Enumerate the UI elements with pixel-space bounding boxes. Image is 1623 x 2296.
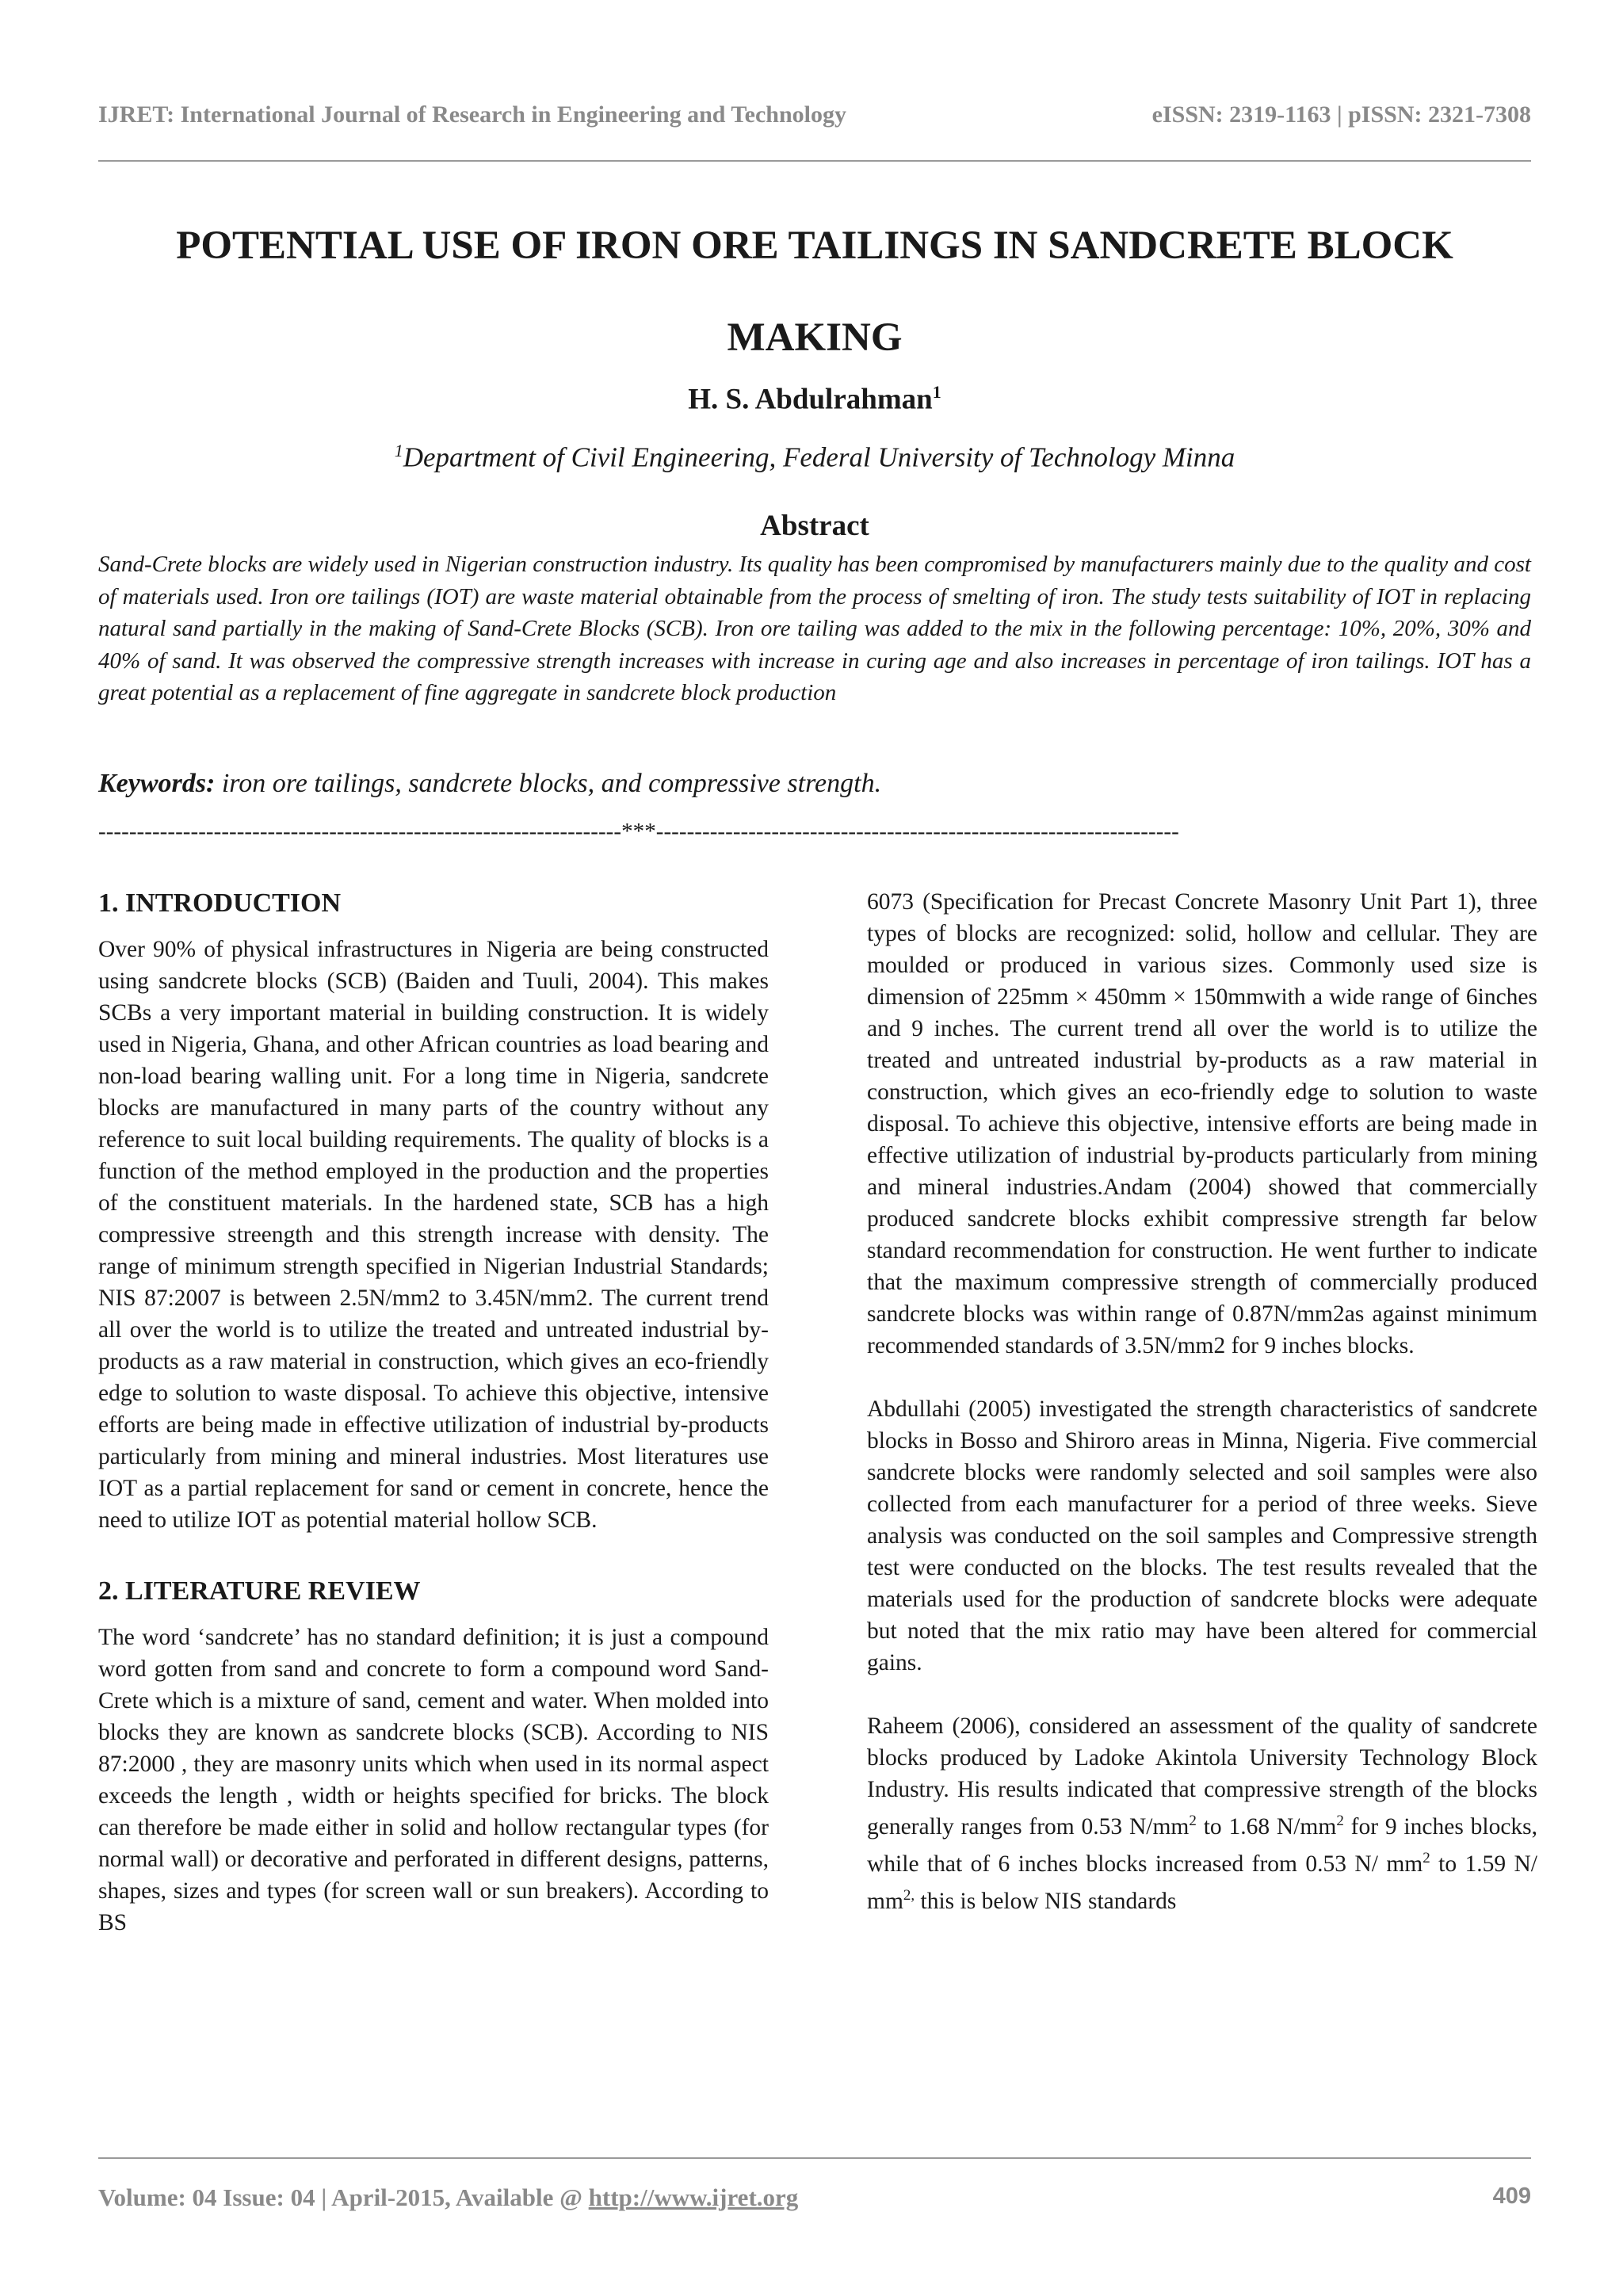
superscript: 2 <box>1336 1813 1344 1829</box>
section-divider: --------------------------------------------------------------------***-------------------------------------------------------------------- <box>98 819 1179 844</box>
keywords <box>98 769 1531 799</box>
author <box>98 382 1531 416</box>
keywords-label: Keywords: <box>98 769 216 798</box>
raheem-text-b: to 1.68 N/mm <box>1196 1813 1337 1839</box>
literature-paragraph-abdullahi: Abdullahi (2005) investigated the strength characteristics of sandcrete blocks in Bosso and Shiroro areas in Minna, Nigeria. Five commercial sandcrete blocks were randomly selected and soil samples were also collected from each manufacturer for a period of three weeks. Sieve analysis was conducted on the soil samples and Compressive strength test were conducted on the blocks. The test results revealed that the materials used for the production of sandcrete blocks were adequate but noted that the mix ratio may have been altered for commercial gains. <box>867 1396 1537 1675</box>
raheem-text-c: for 9 inches blocks, while that of 6 inches blocks increased from 0.53 N/ mm <box>867 1813 1538 1877</box>
affiliation <box>98 441 1531 474</box>
paper-title <box>98 200 1531 384</box>
literature-review-paragraph: The word ‘sandcrete’ has no standard definition; it is just a compound word gotten from sand and concrete to form a compound word Sand-Crete which is a mixture of sand, cement and water. When molded into blocks they are known as sandcrete blocks (SCB). According to NIS 87:2000 , they are masonry units which when used in its normal aspect exceeds the length , width or heights specified for bricks. The block can therefore be made either in solid and hollow rectangular types (for normal wall) or decorative and perforated in different designs, patterns, shapes, sizes and types (for screen wall or sun breakers). According to BS <box>98 1625 769 1935</box>
issn-info: eISSN: 2319-1163 | pISSN: 2321-7308 <box>1151 101 1531 128</box>
title-line-2: MAKING <box>727 315 903 360</box>
affiliation-superscript: 1 <box>394 441 403 460</box>
abstract-text: Sand-Crete blocks are widely used in Nigerian construction industry. Its quality has been compromised by manufacturers mainly due to the quality and cost of materials used. Iron ore tailings (IOT) are waste material obtainable from the process of smelting of iron. The study tests suitability of IOT in replacing natural sand partially in the making of Sand-Crete Blocks (SCB). Iron ore tailing was added to the mix in the following percentage: 10%, 20%, 30% and 40% of sand. It was observed the compressive strength increases with increase in curing age and also increases in percentage of iron tailings. IOT has a great potential as a replacement of fine aggregate in sandcrete block production <box>98 552 1531 705</box>
keywords-text: iron ore tailings, sandcrete blocks, and compressive strength. <box>215 769 882 798</box>
header-rule <box>98 160 1531 162</box>
raheem-text-d: to 1.59 N/ mm <box>867 1851 1538 1914</box>
literature-review-heading: 2. LITERATURE REVIEW <box>98 1576 421 1606</box>
introduction-heading: 1. INTRODUCTION <box>98 888 342 918</box>
journal-name: IJRET: International Journal of Research in Engineering and Technology <box>98 101 847 128</box>
superscript: 2 <box>1423 1849 1430 1866</box>
affiliation-text: Department of Civil Engineering, Federal University of Technology Minna <box>403 441 1235 473</box>
journal-website-link[interactable]: http://www.ijret.org <box>588 2183 799 2211</box>
page-footer <box>98 2183 1531 2212</box>
right-column <box>867 886 1537 1916</box>
footer-rule <box>98 2157 1531 2159</box>
introduction-paragraph: Over 90% of physical infrastructures in Nigeria are being constructed using sandcrete blocks (SCB) (Baiden and Tuuli, 2004). This makes SCBs a very important material in building construction. It is widely used in Nigeria, Ghana, and other African countries as load bearing and non-load bearing walling unit. For a long time in Nigeria, sandcrete blocks are manufactured in many parts of the country without any reference to suit local building requirements. The quality of blocks is a function of the method employed in the production and the properties of the constituent materials. In the hardened state, SCB has a high compressive streength and this strength increase with density. The range of minimum strength specified in Nigerian Industrial Standards; NIS 87:2007 is between 2.5N/mm2 to 3.45N/mm2. The current trend all over the world is to utilize the treated and untreated industrial by-products as a raw material in construction, which gives an eco-friendly edge to solution to waste disposal. To achieve this objective, intensive efforts are being made in effective utilization of industrial by-products particularly from mining and mineral industries. Most literatures use IOT as a partial replacement for sand or cement in concrete, hence the need to utilize IOT as potential material hollow SCB. <box>98 937 769 1533</box>
author-name: H. S. Abdulrahman <box>688 383 933 416</box>
literature-paragraph-raheem <box>867 1710 1537 1916</box>
literature-paragraph-bs6073: 6073 (Specification for Precast Concrete Masonry Unit Part 1), three types of blocks are recognized: solid, hollow and cellular. They are moulded or produced in various sizes. Commonly used size is dimension of 225mm × 450mm × 150mmwith a wide range of 6inches and 9 inches. The current trend all over the world is to utilize the treated and untreated industrial by-products as a raw material in construction, which gives an eco-friendly edge to solution to waste disposal. To achieve this objective, intensive efforts are being made in effective utilization of industrial by-products particularly from mining and mineral industries.Andam (2004) showed that commercially produced sandcrete blocks exhibit compressive strength far below standard recommendation for construction. He went further to indicate that the maximum compressive strength of commercially produced sandcrete blocks was within range of 0.87N/mm2as against minimum recommended standards of 3.5N/mm2 for 9 inches blocks. <box>867 889 1537 1358</box>
superscript: 2 <box>1189 1813 1197 1829</box>
left-column <box>98 888 769 1939</box>
superscript: 2, <box>903 1886 915 1904</box>
author-superscript: 1 <box>932 382 941 402</box>
page-number: 409 <box>1492 2183 1531 2209</box>
abstract-heading: Abstract <box>760 510 869 542</box>
raheem-text-e: this is below NIS standards <box>915 1888 1177 1914</box>
title-line-1: POTENTIAL USE OF IRON ORE TAILINGS IN SANDCRETE BLOCK <box>176 223 1453 268</box>
footer-volume-info: Volume: 04 Issue: 04 | April-2015, Available @ <box>98 2183 589 2211</box>
raheem-text-a: Raheem (2006), considered an assessment of the quality of sandcrete blocks produced by Ladoke Akintola University Technology Block Industry. His results indicated that compressive strength of the blocks generally ranges from 0.53 N/mm <box>867 1713 1537 1839</box>
